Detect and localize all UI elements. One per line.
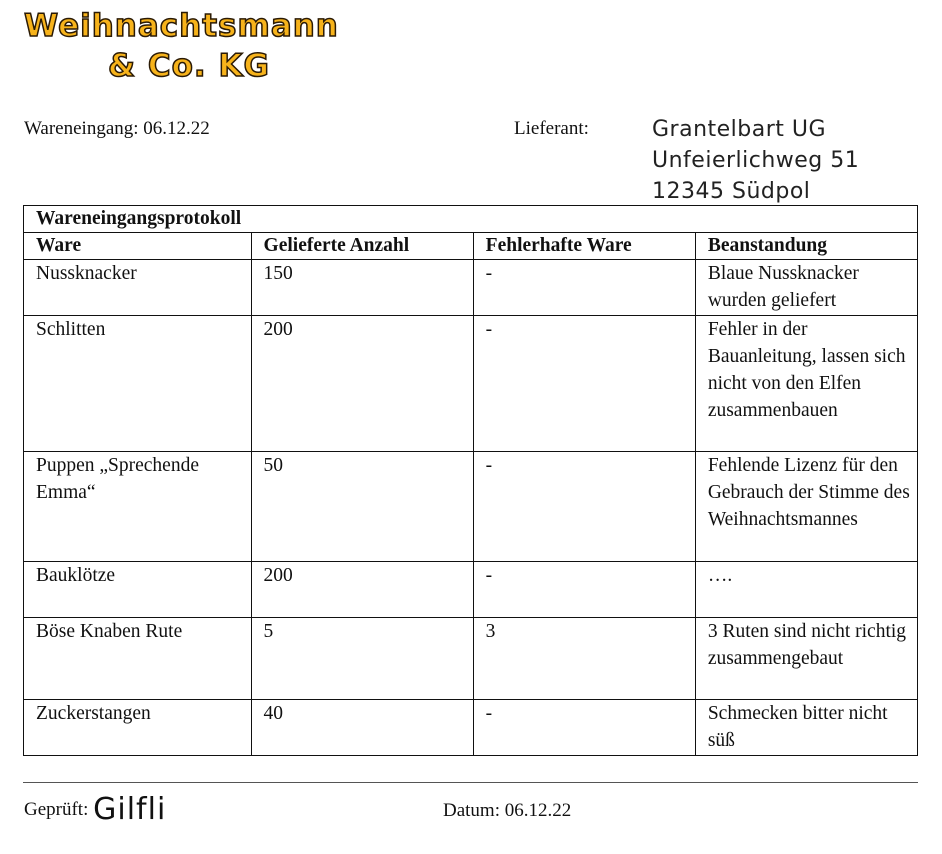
supplier-city: 12345 Südpol bbox=[652, 179, 811, 204]
cell-complaint: Fehlende Lizenz für den Gebrauch der Stimme des Weihnachtsmannes bbox=[695, 452, 917, 562]
cell-quantity: 150 bbox=[251, 260, 473, 316]
cell-quantity: 40 bbox=[251, 700, 473, 756]
table-caption: Wareneingangsprotokoll bbox=[24, 206, 918, 233]
supplier-label: Lieferant: bbox=[514, 118, 589, 139]
supplier-address bbox=[652, 114, 859, 207]
checked-label: Geprüft: bbox=[24, 799, 89, 820]
cell-defective: - bbox=[473, 562, 695, 618]
checked-by bbox=[24, 792, 166, 827]
column-header-quantity: Gelieferte Anzahl bbox=[251, 233, 473, 260]
cell-complaint: 3 Ruten sind nicht richtig zusammengebaut bbox=[695, 618, 917, 700]
cell-item: Bauklötze bbox=[24, 562, 252, 618]
logo-line-1: Weihnachtsmann bbox=[24, 8, 339, 44]
column-header-complaint: Beanstandung bbox=[695, 233, 917, 260]
cell-quantity: 200 bbox=[251, 316, 473, 452]
cell-defective: - bbox=[473, 452, 695, 562]
receipt-label: Wareneingang: bbox=[24, 118, 139, 139]
table-row bbox=[24, 452, 918, 562]
table-row bbox=[24, 562, 918, 618]
footer-date bbox=[443, 800, 571, 822]
column-header-item: Ware bbox=[24, 233, 252, 260]
receipt-protocol-table bbox=[23, 205, 918, 756]
cell-item: Nussknacker bbox=[24, 260, 252, 316]
cell-item: Böse Knaben Rute bbox=[24, 618, 252, 700]
cell-defective: 3 bbox=[473, 618, 695, 700]
table-bottom-rule bbox=[23, 782, 918, 783]
cell-quantity: 5 bbox=[251, 618, 473, 700]
date-value: 06.12.22 bbox=[504, 800, 572, 821]
signature: Gilfli bbox=[93, 792, 167, 827]
receipt-info bbox=[24, 118, 210, 140]
column-header-defective: Fehlerhafte Ware bbox=[473, 233, 695, 260]
table-row bbox=[24, 316, 918, 452]
cell-quantity: 50 bbox=[251, 452, 473, 562]
cell-defective: - bbox=[473, 316, 695, 452]
logo-line-2: & Co. KG bbox=[108, 48, 270, 84]
table-caption-row bbox=[24, 206, 918, 233]
supplier-name: Grantelbart UG bbox=[652, 117, 827, 142]
cell-defective: - bbox=[473, 260, 695, 316]
cell-complaint: Schmecken bitter nicht süß bbox=[695, 700, 917, 756]
cell-defective: - bbox=[473, 700, 695, 756]
cell-complaint: …. bbox=[695, 562, 917, 618]
receipt-date: 06.12.22 bbox=[143, 118, 210, 139]
cell-item: Schlitten bbox=[24, 316, 252, 452]
cell-item: Puppen „Sprechende Emma“ bbox=[24, 452, 252, 562]
table-row bbox=[24, 700, 918, 756]
table-row bbox=[24, 618, 918, 700]
table-row bbox=[24, 260, 918, 316]
company-logo bbox=[24, 6, 339, 86]
cell-quantity: 200 bbox=[251, 562, 473, 618]
cell-complaint: Fehler in der Bauanleitung, lassen sich nicht von den Elfen zusammenbauen bbox=[695, 316, 917, 452]
cell-complaint: Blaue Nussknacker wurden geliefert bbox=[695, 260, 917, 316]
date-label: Datum: bbox=[443, 800, 500, 821]
supplier-street: Unfeierlichweg 51 bbox=[652, 148, 860, 173]
table-header-row bbox=[24, 233, 918, 260]
cell-item: Zuckerstangen bbox=[24, 700, 252, 756]
